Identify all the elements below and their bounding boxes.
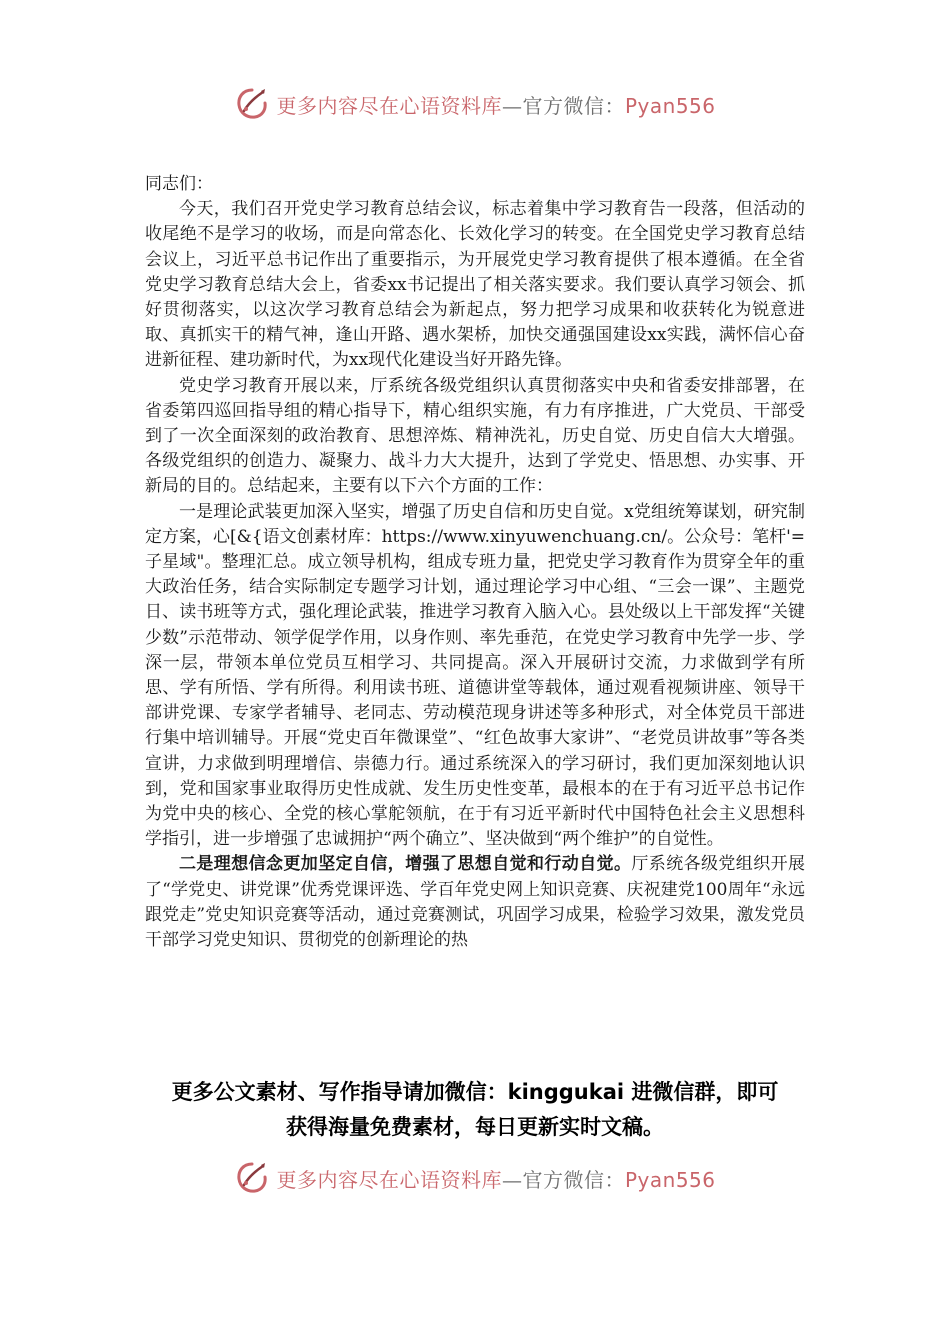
paragraph-4-heading: 二是理想信念更加坚定自信，增强了思想自觉和行动自觉。 [179,854,632,875]
salutation: 同志们： [145,174,213,194]
paragraph-4 [145,852,805,953]
banner-wechat-label: 官方微信： [522,93,625,118]
banner-title: 更多内容尽在心语资料库 [276,1167,502,1192]
promo-line-1: 更多公文素材、写作指导请加微信：kinggukai 进微信群，即可 [171,1080,779,1104]
brush-ring-logo-icon [234,86,270,122]
brush-ring-logo-icon [234,1160,270,1196]
promo-line-2: 获得海量免费素材，每日更新实时文稿。 [286,1115,664,1139]
footer-banner [0,1156,950,1200]
paragraph-4-text: 厅系统各级党组织开展了“学党史、讲党课”优秀党课评选、学百年党史网上知识竞赛、庆祝建党100周年“永远跟党走”党史知识竞赛等活动，通过竞赛测试，巩固学习成果，检验学习效果，激发党员干部学习党史知识、贯彻党的创新理论的热 [145,854,806,951]
banner-wechat-label: 官方微信： [522,1167,625,1192]
banner-wechat-id: Pyan556 [624,1167,716,1192]
banner-dash: — [501,93,523,118]
paragraph-3: 一是理论武装更加深入坚实，增强了历史自信和历史自觉。x党组统筹谋划，研究制定方案，心[&{语文创素材库：https://www.xinyuwenchuang.cn/。公众号：笔杆'=子星域"。整理汇总。成立领导机构，组成专班力量，把党史学习教育作为贯穿全年的重大政治任务，结合实际制定专题学习计划，通过理论学习中心组、“三会一课”、主题党日、读书班等方式，强化理论武装，推进学习教育入脑入心。县处级以上干部发挥“关键少数”示范带动、领学促学作用，以身作则、率先垂范，在党史学习教育中先学一步、学深一层，带领本单位党员互相学习、共同提高。深入开展研讨交流，力求做到学有所思、学有所悟、学有所得。利用读书班、道德讲堂等载体，通过观看视频讲座、领导干部讲党课、专家学者辅导、老同志、劳动模范现身讲述等多种形式，对全体党员干部进行集中培训辅导。开展“党史百年微课堂”、“红色故事大家讲”、“老党员讲故事”等各类宣讲，力求做到明理增信、崇德力行。通过系统深入的学习研讨，我们更加深刻地认识到，党和国家事业取得历史性成就、发生历史性变革，最根本的在于有习近平总书记作为党中央的核心、全党的核心掌舵领航，在于有习近平新时代中国特色社会主义思想科学指引，进一步增强了忠诚拥护“两个确立”、坚决做到“两个维护”的自觉性。 [145,501,806,850]
document-body [145,172,805,953]
banner-title: 更多内容尽在心语资料库 [276,93,502,118]
paragraph-2: 党史学习教育开展以来，厅系统各级党组织认真贯彻落实中央和省委安排部署，在省委第四巡回指导组的精心指导下，精心组织实施，有力有序推进，广大党员、干部受到了一次全面深刻的政治教育、思想淬炼、精神洗礼，历史自觉、历史自信大大增强。各级党组织的创造力、凝聚力、战斗力大大提升，达到了学党史、悟思想、办实事、开新局的目的。总结起来，主要有以下六个方面的工作： [145,375,805,497]
promo-notice [0,1075,950,1145]
banner-wechat-id: Pyan556 [624,93,716,118]
banner-dash: — [501,1167,523,1192]
paragraph-1: 今天，我们召开党史学习教育总结会议，标志着集中学习教育告一段落，但活动的收尾绝不是学习的收场，而是向常态化、长效化学习的转变。在全国党史学习教育总结会议上，习近平总书记作出了重要指示，为开展党史学习教育提供了根本遵循。在全省党史学习教育总结大会上，省委xx书记提出了相关落实要求。我们要认真学习领会、抓好贯彻落实，以这次学习教育总结会为新起点，努力把学习成果和收获转化为锐意进取、真抓实干的精气神，逢山开路、遇水架桥，加快交通强国建设xx实践，满怀信心奋进新征程、建功新时代，为xx现代化建设当好开路先锋。 [145,199,805,371]
header-banner [0,82,950,126]
